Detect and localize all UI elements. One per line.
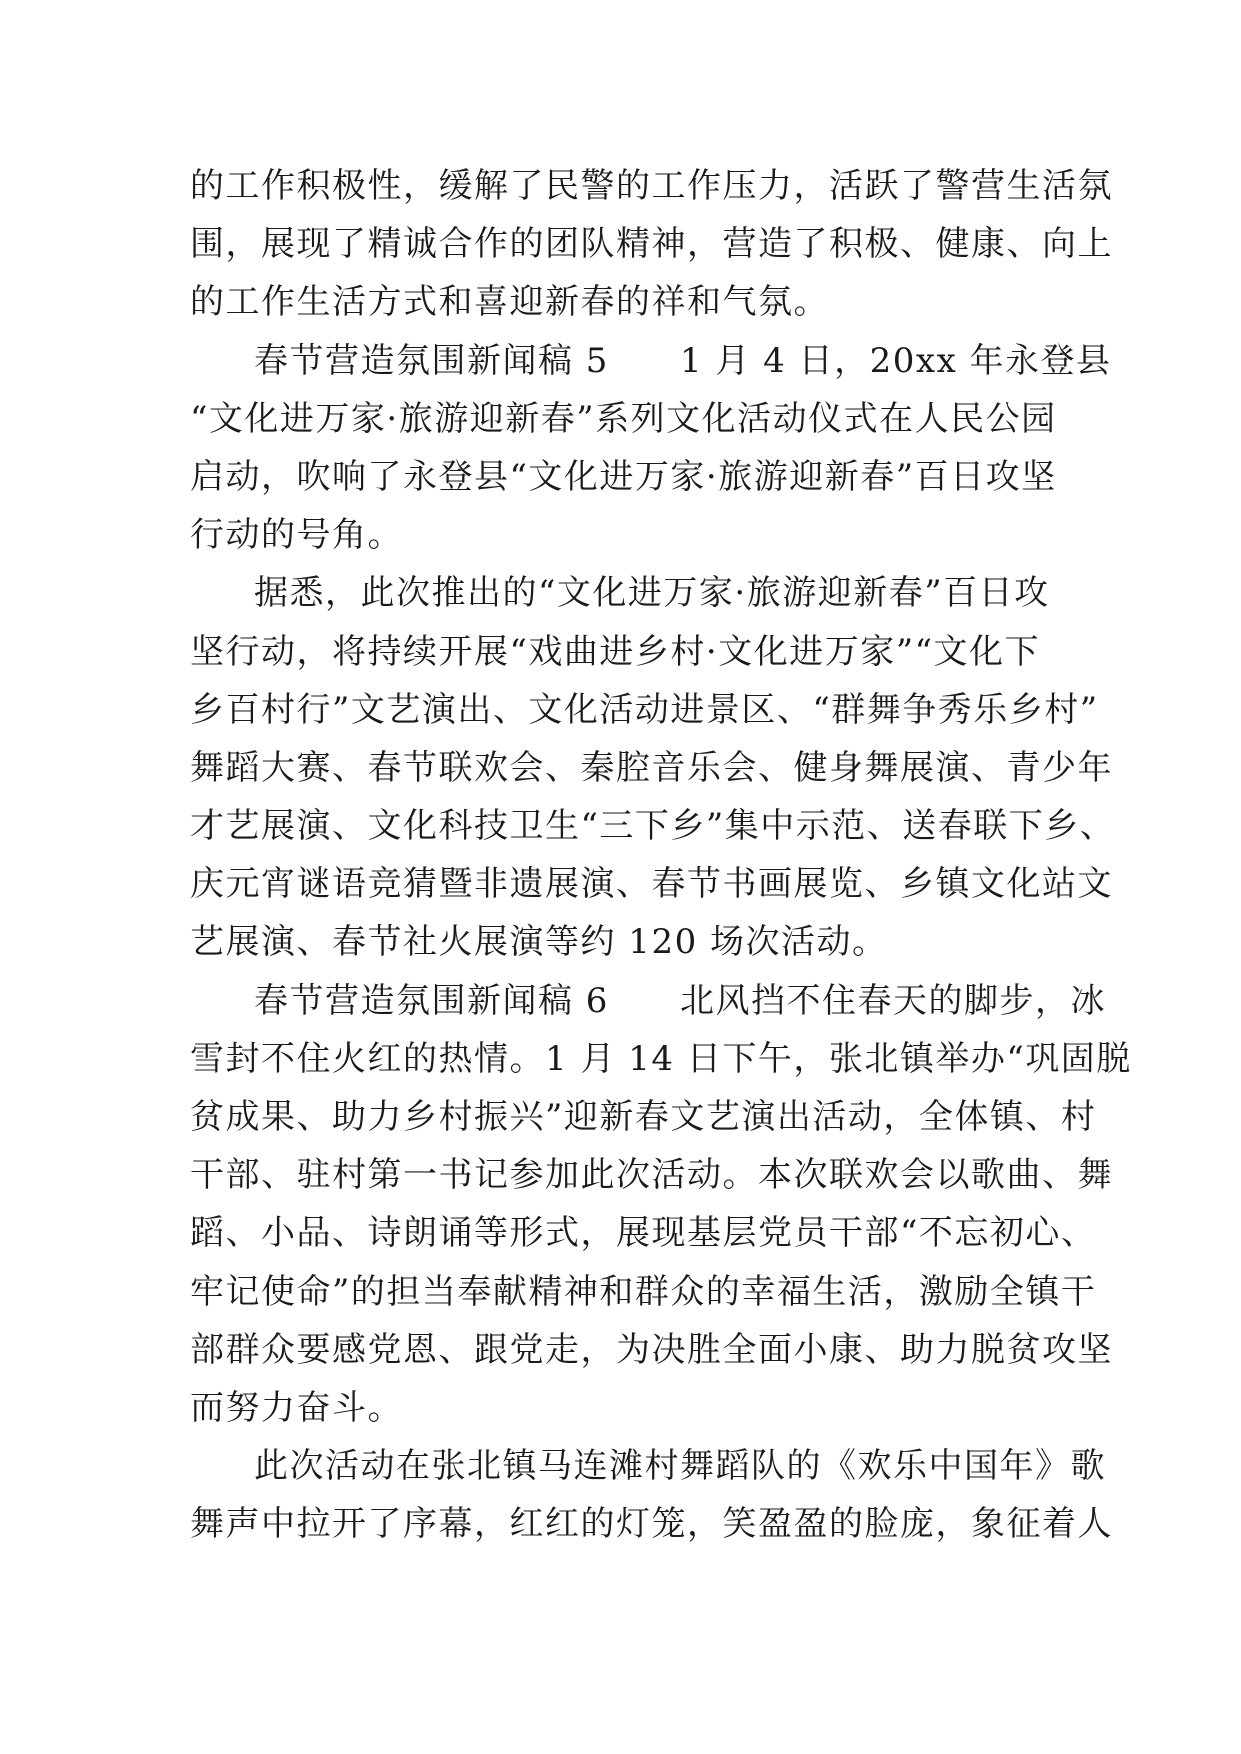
text-line: 启动，吹响了永登县“文化进万家·旅游迎新春”百日攻坚 xyxy=(190,456,1057,497)
text-line: 坚行动，将持续开展“戏曲进乡村·文化进万家”“文化下 xyxy=(190,631,1040,672)
text-line: 围，展现了精诚合作的团队精神，营造了积极、健康、向上 xyxy=(190,224,1113,265)
text-line: 庆元宵谜语竞猜暨非遗展演、春节书画展览、乡镇文化站文 xyxy=(190,864,1113,905)
text-line: 艺展演、春节社火展演等约 120 场次活动。 xyxy=(190,922,888,963)
text-line: 才艺展演、文化科技卫生“三下乡”集中示范、送春联下乡、 xyxy=(190,806,1116,847)
text-line: 部群众要感党恩、跟党走，为决胜全面小康、助力脱贫攻坚 xyxy=(190,1329,1113,1370)
text-line: 雪封不住火红的热情。1 月 14 日下午，张北镇举办“巩固脱 xyxy=(190,1038,1132,1079)
text-line: 的工作积极性，缓解了民警的工作压力，活跃了警营生活氛 xyxy=(190,166,1113,206)
text-line: 蹈、小品、诗朗诵等形式，展现基层党员干部“不忘初心、 xyxy=(190,1213,1097,1254)
text-line: 牢记使命”的担当奉献精神和群众的幸福生活，激励全镇干 xyxy=(190,1271,1097,1312)
text-line: “文化进万家·旅游迎新春”系列文化活动仪式在人民公园 xyxy=(190,398,1057,439)
paragraph-start-line: 此次活动在张北镇马连滩村舞蹈队的《欢乐中国年》歌 xyxy=(254,1446,1106,1487)
text-line: 贫成果、助力乡村振兴”迎新春文艺演出活动，全体镇、村 xyxy=(190,1097,1097,1137)
text-line: 乡百村行”文艺演出、文化活动进景区、“群舞争秀乐乡村” xyxy=(190,689,1099,730)
text-line: 舞蹈大赛、春节联欢会、秦腔音乐会、健身舞展演、青少年 xyxy=(190,747,1113,788)
text-line: 行动的号角。 xyxy=(190,515,403,556)
body-text xyxy=(190,157,1132,1554)
paragraph-start-line: 据悉，此次推出的“文化进万家·旅游迎新春”百日攻 xyxy=(254,573,1050,614)
text-line: 的工作生活方式和喜迎新春的祥和气氛。 xyxy=(190,282,829,323)
text-line: 干部、驻村第一书记参加此次活动。本次联欢会以歌曲、舞 xyxy=(190,1155,1113,1196)
news-heading-5-line: 春节营造氛围新闻稿 5 1 月 4 日，20xx 年永登县 xyxy=(254,340,1112,381)
text-line: 而努力奋斗。 xyxy=(190,1387,403,1428)
text-line: 舞声中拉开了序幕，红红的灯笼，笑盈盈的脸庞，象征着人 xyxy=(190,1504,1113,1545)
news-heading-6-line: 春节营造氛围新闻稿 6 北风挡不住春天的脚步，冰 xyxy=(254,980,1106,1021)
